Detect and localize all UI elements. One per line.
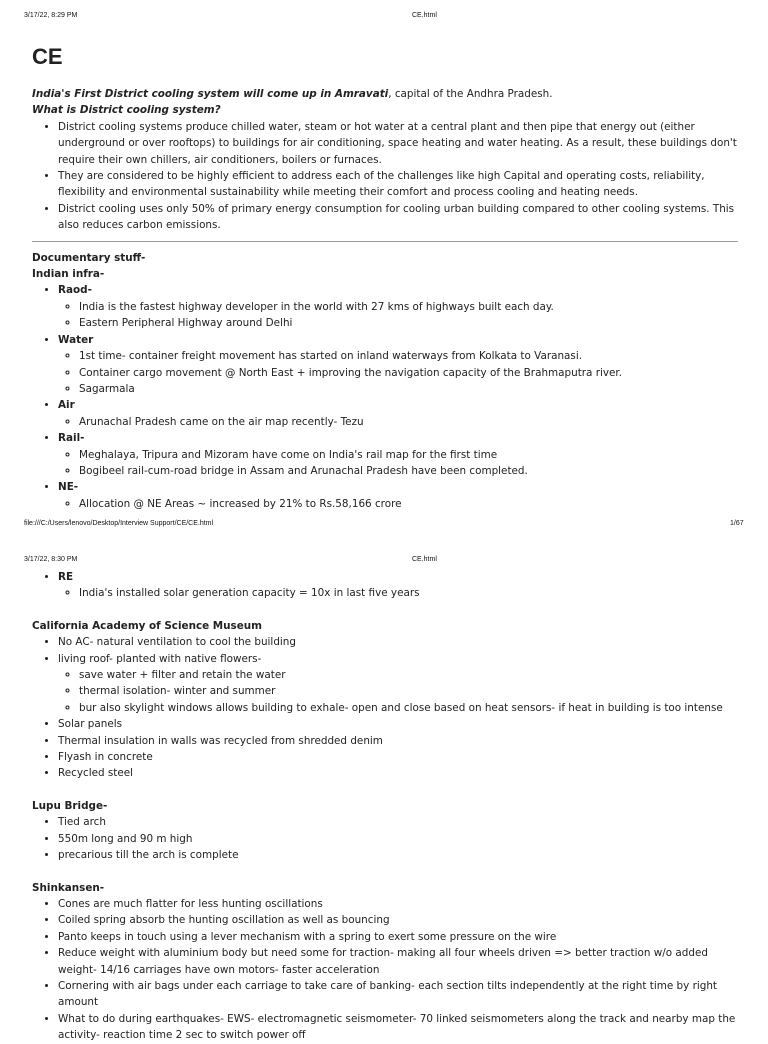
print-filename: CE.html	[412, 12, 437, 19]
list-item: • What to do during earthquakes- EWS- electromagnetic seismometer- 70 linked seismometers along the track and nearby map the activity- reaction time 2 sec to switch power off	[58, 1011, 738, 1044]
dcs-question: What is District cooling system?	[32, 104, 221, 117]
infra-re	[58, 569, 738, 602]
living-roof-label: living roof- planted with native flowers-	[58, 652, 262, 665]
list-item: • Panto keeps in touch using a lever mechanism with a spring to exert some pressure on the wire	[58, 929, 738, 945]
air-sublist	[58, 414, 738, 430]
page-title: CE	[32, 44, 63, 69]
dcs-list	[32, 119, 738, 234]
list-item: • 550m long and 90 m high	[58, 831, 738, 847]
list-item: ◦ Meghalaya, Tripura and Mizoram have come on India's rail map for the first time	[79, 447, 738, 463]
infra-list	[32, 282, 738, 512]
documentary-heading: Documentary stuff-	[32, 251, 146, 264]
list-item: ◦ Container cargo movement @ North East + improving the navigation capacity of the Brahmaputra river.	[79, 365, 738, 381]
list-item: • Tied arch	[58, 814, 738, 830]
intro-rest: , capital of the Andhra Pradesh.	[388, 88, 553, 100]
print-timestamp-2: 3/17/22, 8:30 PM	[24, 556, 78, 563]
list-item: ◦ Allocation @ NE Areas ~ increased by 21% to Rs.58,166 crore	[79, 496, 738, 512]
road-sublist	[58, 299, 738, 332]
rail-sublist	[58, 447, 738, 480]
list-item: ◦ bur also skylight windows allows building to exhale- open and close based on heat sensors- if heat in building is too intense	[79, 700, 738, 716]
page-1-content	[32, 44, 738, 512]
living-roof-sublist	[58, 667, 738, 716]
list-item: • Coiled spring absorb the hunting oscillation as well as bouncing	[58, 912, 738, 928]
list-item: • Cones are much flatter for less hunting oscillations	[58, 896, 738, 912]
re-sublist	[58, 585, 738, 601]
list-item: • Reduce weight with aluminium body but need some for traction- making all four wheels driven => better traction w/o added weight- 14/16 carriages have own motors- faster acceleration	[58, 945, 738, 978]
list-item: • They are considered to be highly efficient to address each of the challenges like high Capital and operating costs, reliability, flexibility and environmental sustainability while meeting their comfort and process cooling and heating needs.	[58, 168, 738, 201]
road-label: Raod-	[58, 284, 92, 297]
lupu-heading: Lupu Bridge-	[32, 799, 108, 812]
list-item: ◦ Arunachal Pradesh came on the air map recently- Tezu	[79, 414, 738, 430]
list-item: • Thermal insulation in walls was recycled from shredded denim	[58, 733, 738, 749]
list-item: • Solar panels	[58, 716, 738, 732]
list-item: ◦ save water + filter and retain the water	[79, 667, 738, 683]
rail-label: Rail-	[58, 432, 85, 445]
list-item: ◦ Bogibeel rail-cum-road bridge in Assam and Arunachal Pradesh have been completed.	[79, 463, 738, 479]
list-item: ◦ 1st time- container freight movement has started on inland waterways from Kolkata to Varanasi.	[79, 348, 738, 364]
shinkansen-list	[32, 896, 738, 1044]
divider	[32, 241, 738, 242]
list-item: ◦ India's installed solar generation capacity = 10x in last five years	[79, 585, 738, 601]
california-list	[32, 634, 738, 782]
list-item: • District cooling systems produce chilled water, steam or hot water at a central plant and then pipe that energy out (either underground or over rooftops) to buildings for air conditioning, space heating and water heating. As a result, these buildings don't require their own chillers, air conditioners, boilers or furnaces.	[58, 119, 738, 168]
water-label: Water	[58, 333, 94, 346]
re-label: RE	[58, 571, 74, 583]
list-item	[58, 651, 738, 717]
intro-bold: India's First District cooling system will come up in Amravati	[32, 88, 389, 100]
ne-label: NE-	[58, 481, 79, 494]
shinkansen-heading: Shinkansen-	[32, 881, 105, 894]
list-item: ◦ Sagarmala	[79, 381, 738, 397]
intro-paragraph	[32, 86, 738, 102]
page-number: 1/67	[730, 520, 744, 527]
infra-water	[58, 332, 738, 398]
list-item: ◦ India is the fastest highway developer in the world with 27 kms of highways built each day.	[79, 299, 738, 315]
water-sublist	[58, 348, 738, 397]
infra-ne	[58, 479, 738, 512]
list-item: ◦ thermal isolation- winter and summer	[79, 683, 738, 699]
infra-road	[58, 282, 738, 331]
print-filename-2: CE.html	[412, 556, 437, 563]
page-2-content	[32, 569, 738, 1044]
list-item: • Cornering with air bags under each carriage to take care of banking- each section tilts independently at the right time by right amount	[58, 978, 738, 1011]
ne-sublist	[58, 496, 738, 512]
print-file-path: file:///C:/Users/lenovo/Desktop/Interview Support/CE/CE.html	[24, 520, 214, 527]
list-item: • District cooling uses only 50% of primary energy consumption for cooling urban building compared to other cooling systems. This also reduces carbon emissions.	[58, 201, 738, 234]
infra-list-continued	[32, 569, 738, 602]
california-heading: California Academy of Science Museum	[32, 619, 262, 632]
list-item: ◦ Eastern Peripheral Highway around Delhi	[79, 315, 738, 331]
list-item: • No AC- natural ventilation to cool the building	[58, 634, 738, 650]
list-item: • Recycled steel	[58, 765, 738, 781]
print-timestamp: 3/17/22, 8:29 PM	[24, 12, 78, 19]
list-item: • Flyash in concrete	[58, 749, 738, 765]
infra-rail	[58, 430, 738, 479]
list-item: • precarious till the arch is complete	[58, 847, 738, 863]
infra-heading: Indian infra-	[32, 268, 105, 281]
infra-air	[58, 397, 738, 430]
air-label: Air	[58, 399, 75, 412]
lupu-list	[32, 814, 738, 863]
